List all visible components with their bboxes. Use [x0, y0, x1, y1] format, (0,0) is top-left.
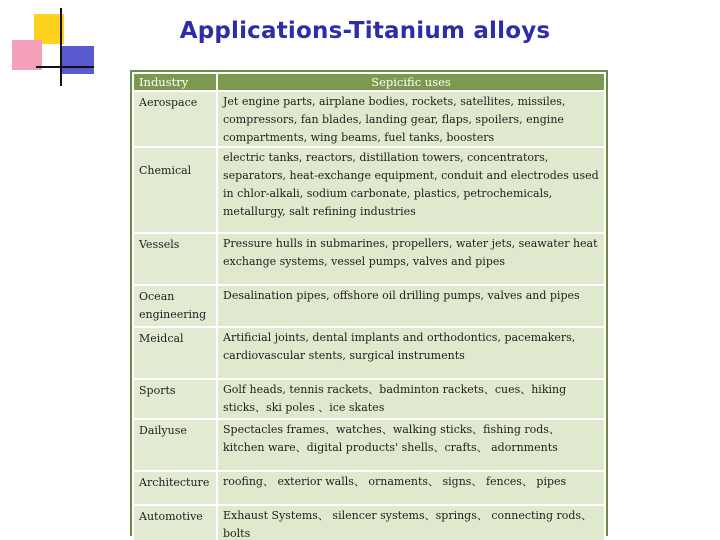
table-row [133, 91, 605, 147]
industry-cell: Dailyuse [133, 419, 217, 471]
table-row [133, 285, 605, 327]
industry-cell: Aerospace [133, 91, 217, 147]
uses-cell: Jet engine parts, airplane bodies, rockets, satellites, missiles, compressors, fan blades, landing gear, flaps, spoilers, engine compartments, wing beams, fuel tanks, boosters [217, 91, 605, 147]
industry-cell: Vessels [133, 233, 217, 285]
table-row [133, 379, 605, 419]
uses-cell: electric tanks, reactors, distillation towers, concentrators, separators, heat-exchange equipment, conduit and electrodes used in chlor-alkali, sodium carbonate, plastics, petrochemicals, metallurgy, salt refining industries [217, 147, 605, 233]
uses-cell: Pressure hulls in submarines, propellers, water jets, seawater heat exchange systems, vessel pumps, valves and pipes [217, 233, 605, 285]
header-industry: Industry [133, 73, 217, 91]
uses-cell: Golf heads, tennis rackets、badminton rackets、cues、hiking sticks、ski poles 、ice skates [217, 379, 605, 419]
applications-table [130, 70, 608, 540]
industry-cell: Automotive [133, 505, 217, 540]
decor-line-horizontal [36, 66, 94, 68]
uses-cell: Spectacles frames、watches、walking sticks、fishing rods、kitchen ware、digital products' shells、crafts、 adornments [217, 419, 605, 471]
industry-cell: Sports [133, 379, 217, 419]
industry-cell: Meidcal [133, 327, 217, 379]
table-row [133, 147, 605, 233]
header-specific-uses: Sepicific uses [217, 73, 605, 91]
industry-cell: Architecture [133, 471, 217, 505]
uses-cell: Desalination pipes, offshore oil drilling pumps, valves and pipes [217, 285, 605, 327]
slide-title: Applications-Titanium alloys [179, 18, 551, 44]
table-row [133, 419, 605, 471]
decor-square-blue [62, 46, 94, 74]
uses-cell: Artificial joints, dental implants and orthodontics, pacemakers, cardiovascular stents, surgical instruments [217, 327, 605, 379]
table-row [133, 327, 605, 379]
uses-cell: roofing、 exterior walls、 ornaments、 signs、 fences、 pipes [217, 471, 605, 505]
table-row [133, 471, 605, 505]
table-row [133, 233, 605, 285]
table-row [133, 505, 605, 540]
uses-cell: Exhaust Systems、 silencer systems、springs、 connecting rods、 bolts [217, 505, 605, 540]
industry-cell: Ocean engineering [133, 285, 217, 327]
industry-cell: Chemical [133, 147, 217, 233]
table-header-row [133, 73, 605, 91]
